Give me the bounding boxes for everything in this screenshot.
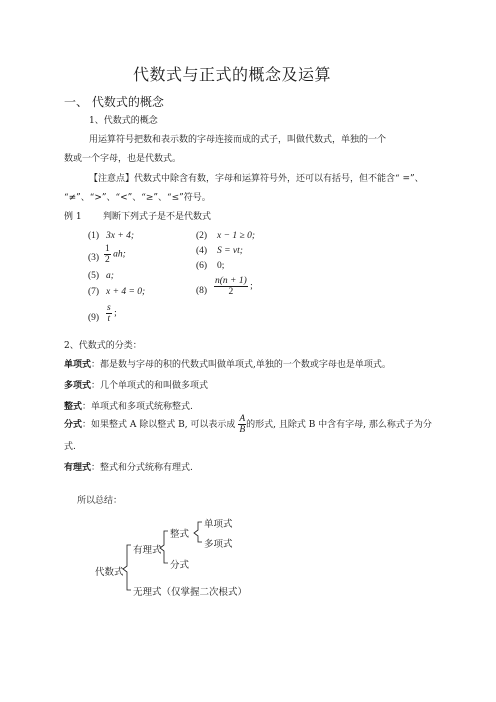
polynomial-text: ：几个单项式的和叫做多项式 <box>91 381 209 391</box>
summary-text: 所以总结： <box>77 496 123 506</box>
monomial-text: ：都是数与字母的积的代数式叫做单项式,单独的一个数或字母也是单项式。 <box>91 360 391 370</box>
example-3-numerator: 1 <box>105 244 110 254</box>
page-title: 代数式与正式的概念及运算 <box>133 65 332 84</box>
fraction-ab-denominator: B <box>239 425 246 435</box>
fraction-term: 分式 <box>64 420 83 430</box>
definition-paragraph-line-1: 用运算符号把数和表示数的字母连接而成的式子，叫做代数式，单独的一个 <box>89 135 387 145</box>
fraction-ab-numerator: A <box>239 414 246 424</box>
fraction-text-b: 的形式, 且除式 B 中含有字母, 那么称式子为分 <box>246 420 432 430</box>
fraction-definition-line-2: 式. <box>64 442 76 452</box>
section-1-heading: 一、 代数式的概念 <box>64 95 164 109</box>
example-text: 判断下列式子是不是代数式 <box>103 212 212 222</box>
example-5-number: (5) <box>88 271 100 281</box>
example-9-numerator: s <box>107 303 111 313</box>
rational-text: ：整式和分式统称有理式. <box>91 463 193 473</box>
tree-irrational-label: 无理式（仅掌握二次根式） <box>133 587 248 598</box>
root-brace <box>123 545 131 590</box>
example-6-number: (6) <box>196 261 208 271</box>
monomial-term: 单项式 <box>64 360 92 370</box>
example-3-number: (3) <box>88 253 100 263</box>
example-2-expression: x − 1 ≥ 0; <box>217 231 256 241</box>
note-line-1: 【注意点】代数式中除含有数，字母和运算符号外，还可以有括号，但不能含“ =”、 <box>89 174 424 184</box>
example-1-expression: 3x + 4; <box>106 231 135 241</box>
example-9-denominator: t <box>107 314 111 324</box>
integral-term: 整式 <box>64 402 83 412</box>
subsection-1-heading: 1、代数式的概念 <box>89 116 158 126</box>
tree-integral-label: 整式 <box>170 529 190 540</box>
example-6-expression: 0; <box>217 261 225 271</box>
example-1-number: (1) <box>88 231 100 241</box>
example-7-expression: x + 4 = 0; <box>106 287 146 297</box>
note-line-2: “≠”、“>”、“<”、“≥”、“≤”符号。 <box>64 193 211 203</box>
example-9-tail: ; <box>114 308 117 319</box>
tree-monomial-label: 单项式 <box>204 519 233 530</box>
fraction-text-a: ：如果整式 A 除以整式 B, 可以表示成 <box>82 420 236 430</box>
example-3-tail: ah; <box>113 249 126 260</box>
example-5-expression: a; <box>106 271 114 281</box>
tree-root-label: 代数式 <box>95 567 124 578</box>
example-7-number: (7) <box>88 287 100 297</box>
rational-term: 有理式 <box>64 463 92 473</box>
example-8-denominator: 2 <box>228 287 234 297</box>
polynomial-term: 多项式 <box>64 381 92 391</box>
example-2-number: (2) <box>196 231 208 241</box>
example-8-numerator: n(n + 1) <box>215 276 247 286</box>
example-3-denominator: 2 <box>105 255 110 265</box>
example-4-expression: S = vt; <box>217 246 243 256</box>
example-9-number: (9) <box>88 313 100 323</box>
integral-brace <box>194 522 202 542</box>
definition-paragraph-line-2: 数或一个字母，也是代数式。 <box>64 154 182 164</box>
section-2-heading: 2、代数式的分类： <box>64 341 142 351</box>
example-label: 例 1 <box>64 212 82 222</box>
tree-rational-label: 有理式 <box>133 545 162 556</box>
tree-fraction-label: 分式 <box>170 560 190 571</box>
tree-polynomial-label: 多项式 <box>204 539 233 550</box>
example-4-number: (4) <box>196 246 208 256</box>
example-8-tail: ; <box>250 281 253 292</box>
example-8-number: (8) <box>196 286 208 296</box>
integral-text: ：单项式和多项式统称整式. <box>82 402 193 412</box>
